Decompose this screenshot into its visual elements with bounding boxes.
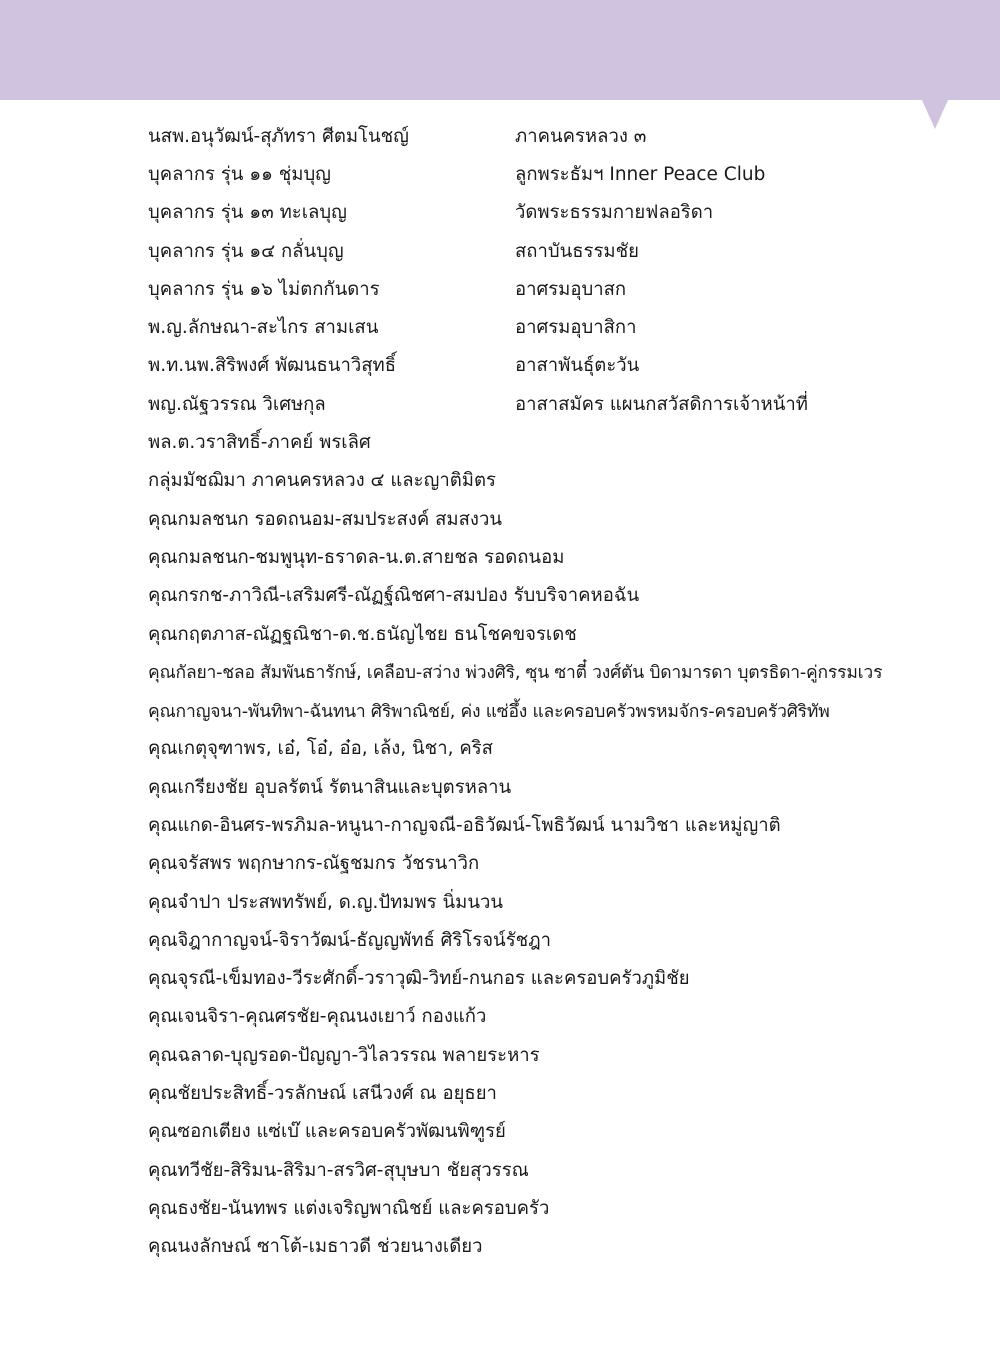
list-item: คุณฉลาด-บุญรอด-ปัญญา-วิไลวรรณ พลายระหาร <box>148 1044 540 1066</box>
donor-group: ภาคนครหลวง ๓ <box>515 125 647 147</box>
list-row <box>148 194 968 232</box>
donor-name: พ.ท.นพ.สิริพงศ์ พัฒนธนาวิสุทธิ์ <box>148 355 396 377</box>
list-item: คุณเจนจิรา-คุณศรชัย-คุณนงเยาว์ กองแก้ว <box>148 1006 487 1028</box>
list-row <box>148 385 968 423</box>
list-item: คุณจุรณี-เข็มทอง-วีระศักดิ์-วราวุฒิ-วิทย์-กนกอร และครอบครัวภูมิชัย <box>148 968 690 990</box>
donor-group: อาศรมอุบาสก <box>515 278 627 300</box>
donor-name: พญ.ณัฐวรรณ วิเศษกุล <box>148 393 326 415</box>
list-item: คุณเกรียงชัย อุบลรัตน์ รัตนาสินและบุตรหลาน <box>148 776 512 798</box>
list-item: คุณกฤตภาส-ณัฏฐณิชา-ด.ช.ธนัญไชย ธนโชคขจรเดช <box>148 623 577 645</box>
list-item: คุณทวีชัย-สิริมน-สิริมา-สรวิศ-สุบุษบา ชัยสุวรรณ <box>148 1159 529 1181</box>
list-item: คุณกาญจนา-พันทิพา-ฉันทนา ศิริพาณิชย์, ค่ง แซ่อึ้ง และครอบครัวพรหมจักร-ครอบครัวศิริทัพ <box>148 701 830 722</box>
list-item: คุณแกด-อินศร-พรภิมล-หนูนา-กาญจณี-อธิวัฒน์-โพธิวัฒน์ นามวิชา และหมู่ญาติ <box>148 814 781 836</box>
donor-group: วัดพระธรรมกายฟลอริดา <box>515 202 714 224</box>
list-item: คุณกมลชนก รอดถนอม-สมประสงค์ สมสงวน <box>148 508 502 530</box>
list-row <box>148 270 968 308</box>
donor-group: อาสาพันธุ์ตะวัน <box>515 355 640 377</box>
list-item: คุณจิฎากาญจน์-จิราวัฒน์-ธัญญพัทธ์ ศิริโรจน์รัชฎา <box>148 929 552 951</box>
list-item: คุณจำปา ประสพทรัพย์, ด.ญ.ปัทมพร นิ่มนวน <box>148 891 504 913</box>
list-item: คุณชัยประสิทธิ์-วรลักษณ์ เสนีวงศ์ ณ อยุธยา <box>148 1083 497 1105</box>
donor-group: สถาบันธรรมชัย <box>515 240 640 262</box>
donor-name: นสพ.อนุวัฒน์-สุภัทรา ศีตมโนชญ์ <box>148 125 409 147</box>
donor-name: บุคลากร รุ่น ๑๑ ชุ่มบุญ <box>148 163 331 185</box>
list-item: คุณธงชัย-นันทพร แต่งเจริญพาณิชย์ และครอบครัว <box>148 1197 550 1219</box>
donor-group: อาศรมอุบาสิกา <box>515 317 637 339</box>
donor-name: พล.ต.วราสิทธิ์-ภาคย์ พรเลิศ <box>148 432 371 454</box>
list-item: คุณจรัสพร พฤกษากร-ณัฐชมกร วัชรนาวิก <box>148 853 480 875</box>
list-item: กลุ่มมัชฌิมา ภาคนครหลวง ๔ และญาติมิตร <box>148 470 496 492</box>
donor-list <box>148 117 968 1266</box>
list-item: คุณกรกช-ภาวิณี-เสริมศรี-ณัฏฐ์ณิชศา-สมปอง รับบริจาคหอฉัน <box>148 585 640 607</box>
donor-name: พ.ญ.ลักษณา-สะไกร สามเสน <box>148 317 379 339</box>
donor-name: บุคลากร รุ่น ๑๔ กลั่นบุญ <box>148 240 344 262</box>
list-item: คุณซอกเตียง แซ่เบ๊ และครอบครัวพัฒนพิฑูรย์ <box>148 1121 506 1143</box>
list-row <box>148 117 968 155</box>
donor-group: อาสาสมัคร แผนกสวัสดิการเจ้าหน้าที่ <box>515 393 808 415</box>
donor-group: ลูกพระธัมฯ Inner Peace Club <box>515 163 766 185</box>
list-row <box>148 423 968 461</box>
list-item: คุณเกตุจุฑาพร, เอ๋, โอ๋, อ๋อ, เล้ง, นิชา, คริส <box>148 738 493 760</box>
list-row <box>148 232 968 270</box>
list-item: คุณกมลชนก-ชมพูนุท-ธราดล-น.ต.สายชล รอดถนอม <box>148 546 565 568</box>
donor-name: บุคลากร รุ่น ๑๓ ทะเลบุญ <box>148 202 347 224</box>
list-item: คุณกัลยา-ชลอ สัมพันธารักษ์, เคลือบ-สว่าง พ่วงศิริ, ซุน ซาตี๋ วงศ์ตัน บิดามารดา บุตรธิดา-คู่กรรมเวร <box>148 663 883 684</box>
donor-name: บุคลากร รุ่น ๑๖ ไม่ตกกันดาร <box>148 278 380 300</box>
header-band <box>0 0 1000 100</box>
list-row <box>148 308 968 346</box>
list-item: คุณนงลักษณ์ ซาโต้-เมธาวดี ช่วยนางเดียว <box>148 1236 483 1258</box>
list-row <box>148 347 968 385</box>
list-row <box>148 155 968 193</box>
